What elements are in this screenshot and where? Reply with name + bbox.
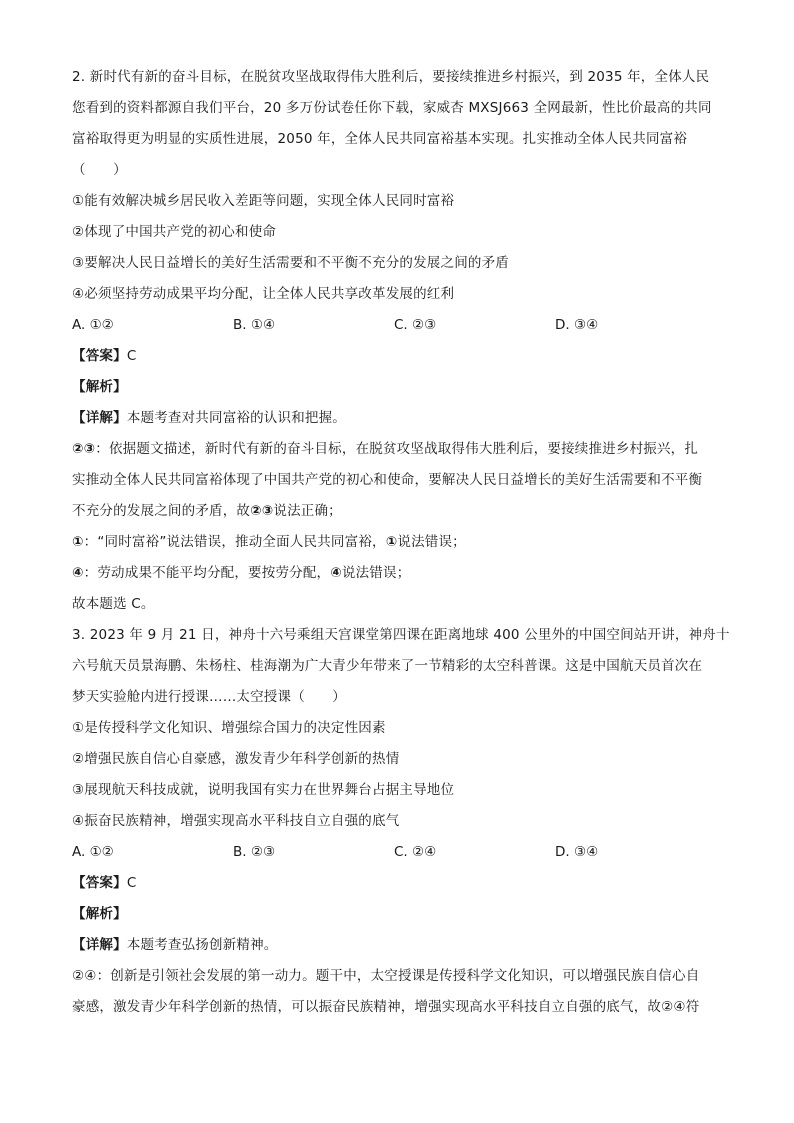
q2-expl-1-line-3 [72,496,724,527]
q3-expl-line-1: ②④：创新是引领社会发展的第一动力。题干中，太空授课是传授科学文化知识，可以增强民族自信心自 [72,968,700,984]
q2-option-a: A. ①② [72,317,114,333]
q2-expl-1-line-1 [72,434,724,465]
q2-conclusion: 故本题选 C。 [72,596,155,612]
q2-expl-3-tail: 说法错误； [341,565,411,581]
q2-item-1: ①能有效解决城乡居民收入差距等问题，实现全体人民同时富裕 [72,193,455,209]
q3-option-b: B. ②③ [233,844,276,860]
q3-option-c: C. ②④ [394,844,437,860]
document-page [72,62,730,1023]
q2-expl-3 [72,558,724,589]
q2-detail-text: 本题考查对共同富裕的认识和把握。 [126,410,347,426]
q2-option-b: B. ①④ [233,317,276,333]
q2-detail [72,403,724,434]
q2-item-3: ③要解决人民日益增长的美好生活需要和不平衡不充分的发展之间的矛盾 [72,255,510,271]
q2-expl-2-tail: 说法错误； [397,534,466,550]
q2-expl-1-ref: ②③ [250,503,274,519]
q3-detail [72,930,724,961]
q2-expl-2-ref: ① [385,534,398,550]
q2-expl-1-text-3: 不充分的发展之间的矛盾，故 [72,503,251,519]
q2-expl-2 [72,527,724,558]
q2-analysis-label: 【解析】 [72,379,127,395]
q3-stem-line-1: 3. 2023 年 9 月 21 日，神舟十六号乘组天宫课堂第四课在距离地球 400 公里外的中国空间站开讲，神舟十 [72,627,730,643]
q2-expl-1-tail: 说法正确； [273,503,342,519]
q3-answer [72,868,724,899]
q2-stem-line-1: 2. 新时代有新的奋斗目标，在脱贫攻坚战取得伟大胜利后，要接续推进乡村振兴，到 2035 年，全体人民 [72,69,710,85]
q2-answer-value: C [126,348,137,364]
q3-item-4: ④振奋民族精神，增强实现高水平科技自立自强的底气 [72,813,400,829]
q2-expl-1-head: ②③ [72,441,96,457]
q2-answer-label: 【答案】 [72,348,127,364]
q2-option-d: D. ③④ [555,317,599,333]
q2-item-2: ②体现了中国共产党的初心和使命 [72,224,277,240]
q3-answer-value: C [126,875,137,891]
q3-analysis-label: 【解析】 [72,906,127,922]
q3-expl-line-2: 豪感，激发青少年科学创新的热情，可以振奋民族精神，增强实现高水平科技自立自强的底气，故②④符 [72,999,700,1015]
q2-expl-3-text: ：劳动成果不能平均分配，要按劳分配， [83,565,331,581]
q3-detail-text: 本题考查弘扬创新精神。 [126,937,278,953]
q3-option-d: D. ③④ [555,844,599,860]
q2-expl-3-head: ④ [72,565,84,581]
q3-options [72,837,724,868]
q2-options [72,310,724,341]
q3-option-a: A. ①② [72,844,114,860]
q2-option-c: C. ②③ [394,317,437,333]
q3-detail-label: 【详解】 [72,937,127,953]
q2-stem-line-2: 您看到的资料都源自我们平台，20 多万份试卷任你下载，家威杏 MXSJ663 全网最新，性比价最高的共同 [72,100,712,116]
q3-stem-line-3: 梦天实验舱内进行授课……太空授课（ ） [72,689,346,705]
q2-expl-3-ref: ④ [330,565,342,581]
q2-detail-label: 【详解】 [72,410,127,426]
q2-expl-1-line-2: 实推动全体人民共同富裕体现了中国共产党的初心和使命，要解决人民日益增长的美好生活需要和不平衡 [72,472,703,488]
q3-item-1: ①是传授科学文化知识、增强综合国力的决定性因素 [72,720,386,736]
q2-stem-line-4: （ ） [72,162,127,178]
q3-stem-line-2: 六号航天员景海鹏、朱杨柱、桂海潮为广大青少年带来了一节精彩的太空科普课。这是中国航天员首次在 [72,658,703,674]
q2-item-4: ④必须坚持劳动成果平均分配，让全体人民共享改革发展的红利 [72,286,455,302]
q3-answer-label: 【答案】 [72,875,127,891]
q3-item-3: ③展现航天科技成就，说明我国有实力在世界舞台占据主导地位 [72,782,455,798]
q3-item-2: ②增强民族自信心自豪感，激发青少年科学创新的热情 [72,751,400,767]
q2-expl-1-text-1: ：依据题文描述，新时代有新的奋斗目标，在脱贫攻坚战取得伟大胜利后，要接续推进乡村振兴，扎 [95,441,699,457]
q2-answer [72,341,724,372]
q2-expl-2-text: ：“同时富裕”说法错误，推动全面人民共同富裕， [83,534,386,550]
q2-expl-2-head: ① [72,534,84,550]
q2-stem-line-3: 富裕取得更为明显的实质性进展，2050 年，全体人民共同富裕基本实现。扎实推动全体人民共同富裕 [72,131,688,147]
